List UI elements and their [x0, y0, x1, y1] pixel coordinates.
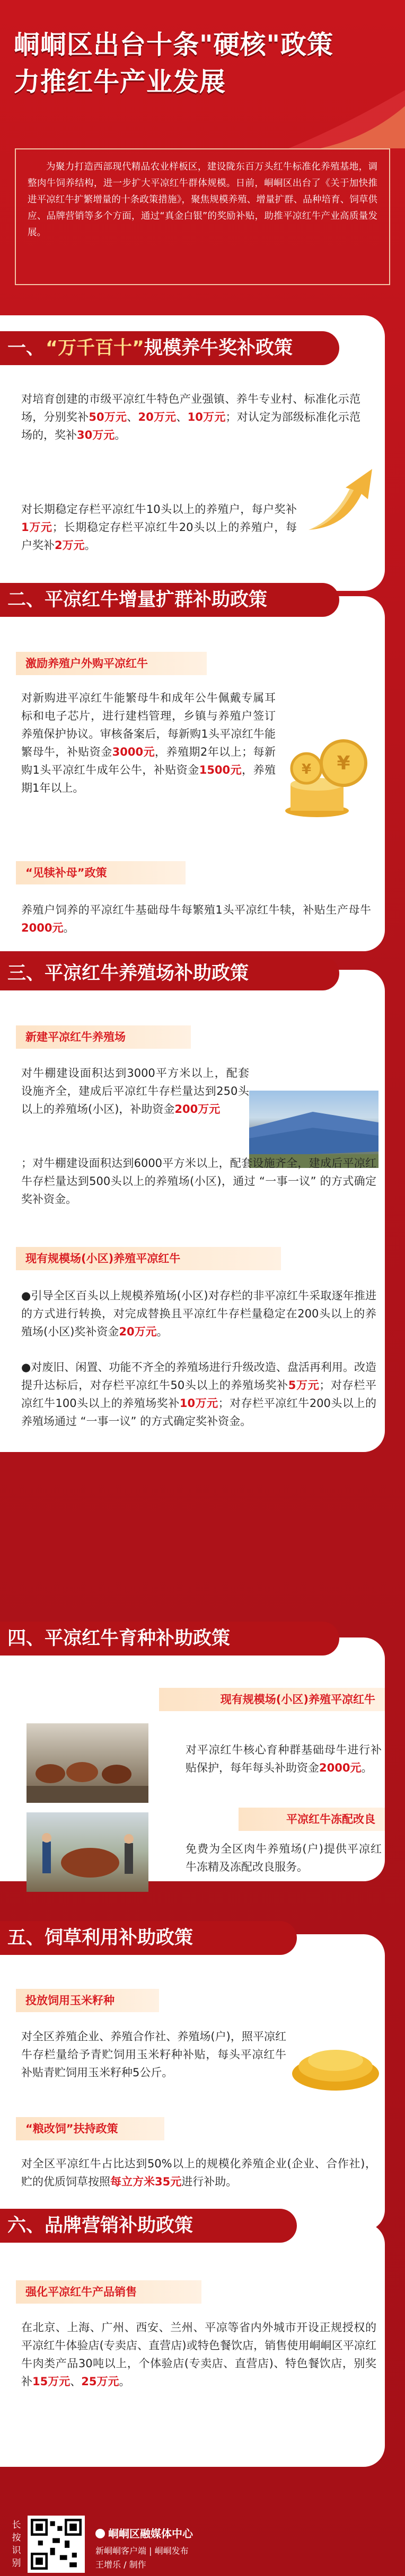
section-1-title-rest: 规模养牛奖补政策	[144, 338, 293, 359]
section-2-subtitle-2: “见犊补母”政策	[16, 861, 186, 884]
corn-kernels-icon	[290, 2034, 381, 2092]
section-6-subtitle-1: 强化平凉红牛产品销售	[16, 2280, 201, 2304]
section-5-subtitle-2: “粮改饲”扶持政策	[16, 2117, 164, 2140]
qr-code-icon	[31, 2519, 82, 2570]
section-6-paragraph-1: 在北京、上海、广州、西安、兰州、平凉等省内外城市开设正规授权的平凉红牛体验店(专卖店、直营店)或特色餐饮店，销售使用峒峒区平凉红牛肉类产品30吨以上，个体验店(专卖店、直营店)、特色餐饮店，别奖补15万元、25万元。	[21, 2321, 376, 2388]
section-3-subtitle-1: 新建平凉红牛养殖场	[16, 1025, 191, 1049]
media-center-name: 峒峒区融媒体中心	[95, 2525, 193, 2540]
section-5-subtitle-1: 投放饲用玉米籽种	[16, 1989, 159, 2012]
growth-arrow-icon	[303, 466, 377, 535]
footer	[0, 2488, 405, 2576]
section-3-subtitle-2: 现有规模场(小区)养殖平凉红牛	[16, 1247, 281, 1270]
section-3-paragraph-1b: ；对牛棚建设面积达到6000平方米以上，配套设施齐全，建成后平凉红牛存栏量达到500头以上的养殖场(小区)，通过 “一事一议” 的方式确定奖补资金。	[21, 1157, 376, 1206]
section-3-title: 三、平凉红牛养殖场补助政策	[0, 957, 339, 990]
section-5-title: 五、饲草利用补助政策	[0, 1921, 297, 1955]
section-3-paragraph-1a: 对牛棚建设面积达到3000平方米以上，配套设施齐全，建成后平凉红牛存栏量达到250头以上的养殖场(小区)，补助资金200万元	[21, 1067, 249, 1116]
section-2-title: 二、平凉红牛增量扩群补助政策	[0, 583, 339, 617]
intro-text: 为聚力打造西部现代精品农业样板区，建设陇东百万头红牛标准化养殖基地，调整肉牛饲养结构，进一步扩大平凉红牛群体规模。日前，峒峒区出台了《关于加快推进平凉红牛扩繁增量的十条政策措施》，聚焦规模养殖、增量扩群、品种培育、饲草供应、品牌营销等多个方面，通过“真金白银”的奖励补贴，助推平凉红牛产业高质量发展。	[28, 162, 377, 238]
section-4-subtitle-2: 平凉红牛冻配改良	[239, 1808, 385, 1831]
hero-header	[0, 0, 405, 143]
section-2-subtitle-1: 激励养殖户外购平凉红牛	[16, 652, 207, 675]
section-2-paragraph-2: 养殖户饲养的平凉红牛基础母牛每繁殖1头平凉红牛犊，补贴生产母牛2000元。	[21, 904, 371, 934]
section-2-paragraph-1: 对新购进平凉红牛能繁母牛和成年公牛佩戴专属耳标和电子芯片，进行建档管理，乡镇与养殖户签订养殖保护协议。审核备案后，每新购1头平凉红牛能繁母牛，补贴资金3000元，养殖期2年以上；每新购1头平凉红牛成年公牛，补贴资金1500元，养殖期1年以上。	[21, 692, 276, 794]
section-1-paragraph-2: 对长期稳定存栏平凉红牛10头以上的养殖户，每户奖补1万元；长期稳定存栏平凉红牛20头以上的养殖户，每户奖补2万元。	[21, 503, 297, 552]
cattle-barn-photo	[27, 1723, 148, 1803]
section-3-paragraph-2: ●引导全区百头以上规模养殖场(小区)对存栏的非平凉红牛采取逐年推进的方式进行转换，对完成替换且平凉红牛存栏量稳定在200头以上的养殖场(小区)奖补资金20万元。	[21, 1289, 376, 1338]
intro-box	[15, 148, 390, 285]
section-5-paragraph-2: 对全区平凉红牛占比达到50%以上的规模化养殖企业(企业、合作社)，贮的优质饲草按照每立方米35元进行补助。	[21, 2157, 376, 2188]
qr-code[interactable]	[28, 2516, 85, 2573]
qr-hint-label: 长按识别	[12, 2520, 21, 2569]
section-4-paragraph-2: 免费为全区肉牛养殖场(户)提供平凉红牛冻精及冻配改良服务。	[186, 1843, 382, 1873]
svg-text:¥: ¥	[337, 753, 350, 774]
media-credit: 王增乐 / 制作	[95, 2560, 146, 2570]
title-line-2: 力推红牛产业发展	[14, 67, 226, 97]
title-line-1: 峒峒区出台十条"硬核"政策	[14, 30, 334, 60]
section-1-title	[0, 331, 339, 365]
section-4-title: 四、平凉红牛育种补助政策	[0, 1622, 339, 1656]
page-title	[14, 26, 391, 101]
gold-coins-icon	[280, 726, 375, 821]
section-1-title-accent: “万千百十”	[46, 338, 145, 359]
media-logo-icon	[95, 2529, 105, 2538]
section-4-paragraph-1: 对平凉红牛核心育种群基础母牛进行补贴保护，每年每头补助资金2000元。	[186, 1743, 382, 1774]
cattle-handlers-photo	[27, 1812, 148, 1892]
section-1-paragraph-1: 对培育创建的市级平凉红牛特色产业强镇、养牛专业村、标准化示范场，分别奖补50万元、20万元、10万元；对认定为部级标准化示范场的，奖补30万元。	[21, 393, 361, 441]
section-5-paragraph-1: 对全区养殖企业、养殖合作社、养殖场(户)，照平凉红牛存栏量给予青贮饲用玉米籽种补贴，每头平凉红牛补贴青贮饲用玉米籽种5公斤。	[21, 2030, 286, 2079]
media-channels: 新峒峒客户端 | 峒峒发布	[95, 2546, 189, 2556]
section-6-title: 六、品牌营销补助政策	[0, 2209, 297, 2243]
svg-text:¥: ¥	[301, 762, 312, 777]
section-1-number: 一、	[7, 338, 45, 359]
section-3-paragraph-3: ●对废旧、闲置、功能不齐全的养殖场进行升级改造、盘活再利用。改造提升达标后，对存栏平凉红牛50头以上的养殖场奖补5万元；对存栏平凉红牛100头以上的养殖场奖补10万元；对存栏平凉红牛200头以上的养殖场通过 “一事一议” 的方式确定奖补资金。	[21, 1361, 376, 1428]
section-4-subtitle-1: 现有规模场(小区)养殖平凉红牛	[159, 1688, 385, 1711]
